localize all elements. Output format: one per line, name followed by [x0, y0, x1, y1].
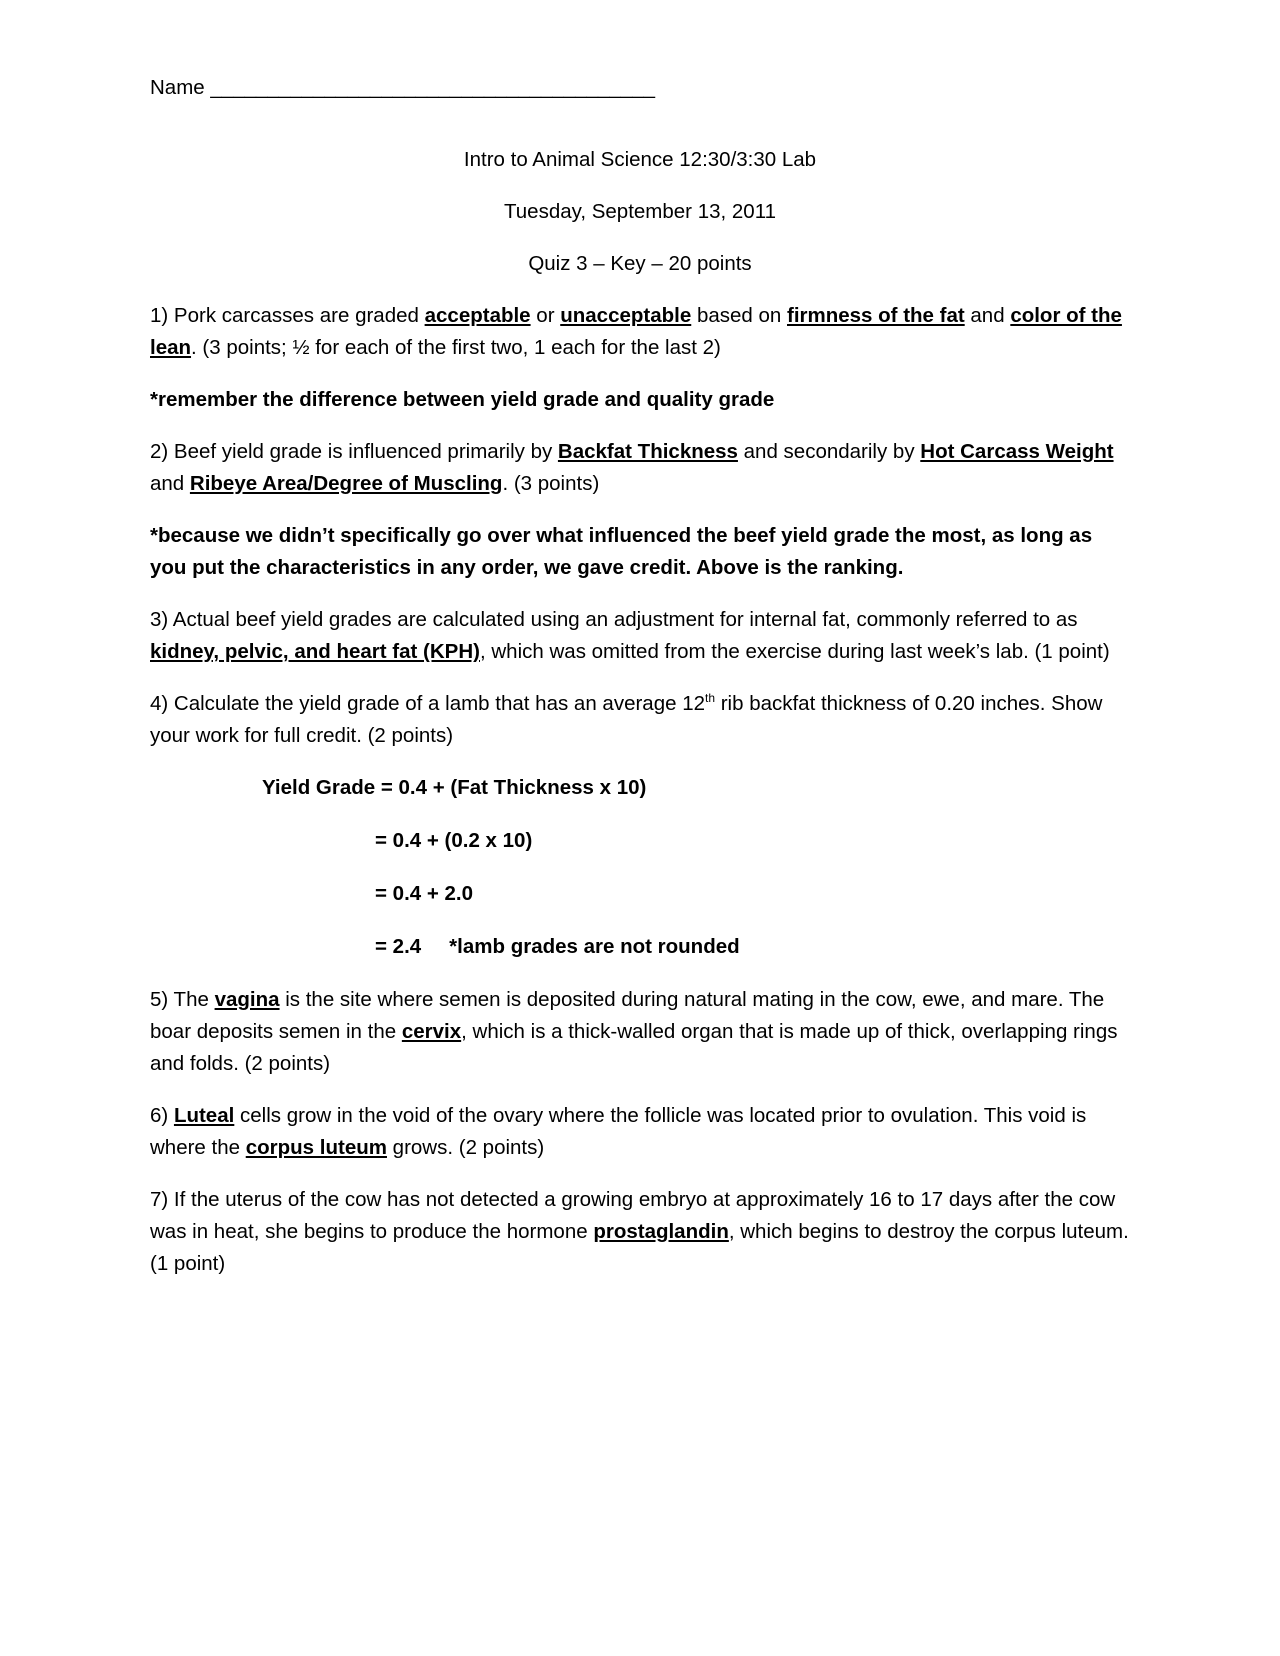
q1-answer-4: color of the lean — [150, 304, 1122, 359]
q1-answer-3: firmness of the fat — [787, 304, 965, 327]
q5-text-3: , which is a thick-walled organ that is made up of thick, overlapping rings and folds. (2 points) — [150, 1020, 1118, 1075]
q4-text-2: rib backfat thickness of 0.20 inches. Show your work for full credit. (2 points) — [150, 692, 1103, 747]
question-7 — [150, 1184, 1130, 1280]
question-4 — [150, 688, 1130, 752]
q6-text-1: 6) — [150, 1104, 174, 1127]
question-5 — [150, 984, 1130, 1080]
q3-text-2: , which was omitted from the exercise during last week’s lab. (1 point) — [479, 640, 1110, 663]
q1-text-3: based on — [691, 304, 787, 327]
q7-text-1: 7) If the uterus of the cow has not detected a growing embryo at approximately 16 to 17 days after the cow was in heat, she begins to produce the hormone — [150, 1188, 1116, 1243]
q2-note: *because we didn’t specifically go over what influenced the beef yield grade the most, as long as you put the characteristics in any order, we gave credit. Above is the ranking. — [150, 524, 1093, 579]
q6-answer-2: corpus luteum — [245, 1136, 387, 1159]
name-label: Name — [150, 76, 205, 99]
calc-line-2: = 0.4 + (0.2 x 10) — [375, 829, 533, 852]
q1-note: *remember the difference between yield grade and quality grade — [150, 388, 775, 411]
quiz-document — [150, 72, 1130, 1300]
question-1 — [150, 300, 1130, 364]
q2-text-4: . (3 points) — [502, 472, 600, 495]
q1-answer-1: acceptable — [424, 304, 531, 327]
calc-line-3: = 0.4 + 2.0 — [375, 882, 474, 905]
calc-line-4 — [150, 931, 1130, 963]
calc-result: = 2.4 — [375, 935, 422, 958]
question-2 — [150, 436, 1130, 500]
q6-text-3: grows. (2 points) — [386, 1136, 545, 1159]
q1-text-5: . (3 points; ½ for each of the first two, 1 each for the last 2) — [191, 336, 721, 359]
q1-text-4: and — [964, 304, 1011, 327]
q2-text-1: 2) Beef yield grade is influenced primarily by — [150, 440, 558, 463]
q2-text-3: and — [150, 472, 190, 495]
quiz-date: Tuesday, September 13, 2011 — [504, 200, 776, 223]
q5-text-1: 5) The — [150, 988, 215, 1011]
quiz-title: Quiz 3 – Key – 20 points — [528, 252, 752, 275]
q3-answer-1: kidney, pelvic, and heart fat (KPH) — [150, 640, 480, 663]
q4-text-1: 4) Calculate the yield grade of a lamb that has an average 12 — [150, 692, 705, 715]
q6-text-2: cells grow in the void of the ovary where the follicle was located prior to ovulation. This void is where the — [150, 1104, 1087, 1159]
q5-text-2: is the site where semen is deposited during natural mating in the cow, ewe, and mare. The boar deposits semen in the — [150, 988, 1105, 1043]
q2-answer-3: Ribeye Area/Degree of Muscling — [189, 472, 503, 495]
q7-text-2: , which begins to destroy the corpus luteum. (1 point) — [150, 1220, 1129, 1275]
q6-answer-1: Luteal — [173, 1104, 235, 1127]
q4-superscript: th — [705, 691, 716, 706]
q2-text-2: and secondarily by — [737, 440, 921, 463]
name-line — [150, 72, 1130, 104]
q7-answer-1: prostaglandin — [593, 1220, 729, 1243]
q1-text-1: 1) Pork carcasses are graded — [150, 304, 425, 327]
question-3 — [150, 604, 1130, 668]
name-blank: _______________________________________ — [210, 76, 656, 99]
q1-answer-2: unacceptable — [560, 304, 692, 327]
calc-line-1: Yield Grade = 0.4 + (Fat Thickness x 10) — [262, 776, 647, 799]
q5-answer-1: vagina — [214, 988, 280, 1011]
q1-text-2: or — [530, 304, 561, 327]
q2-answer-2: Hot Carcass Weight — [920, 440, 1114, 463]
q2-answer-1: Backfat Thickness — [557, 440, 738, 463]
course-title: Intro to Animal Science 12:30/3:30 Lab — [463, 148, 817, 171]
q3-text-1: 3) Actual beef yield grades are calculated using an adjustment for internal fat, commonly referred to as — [150, 608, 1078, 631]
q5-answer-2: cervix — [401, 1020, 462, 1043]
question-6 — [150, 1100, 1130, 1164]
calc-note: *lamb grades are not rounded — [449, 935, 740, 958]
